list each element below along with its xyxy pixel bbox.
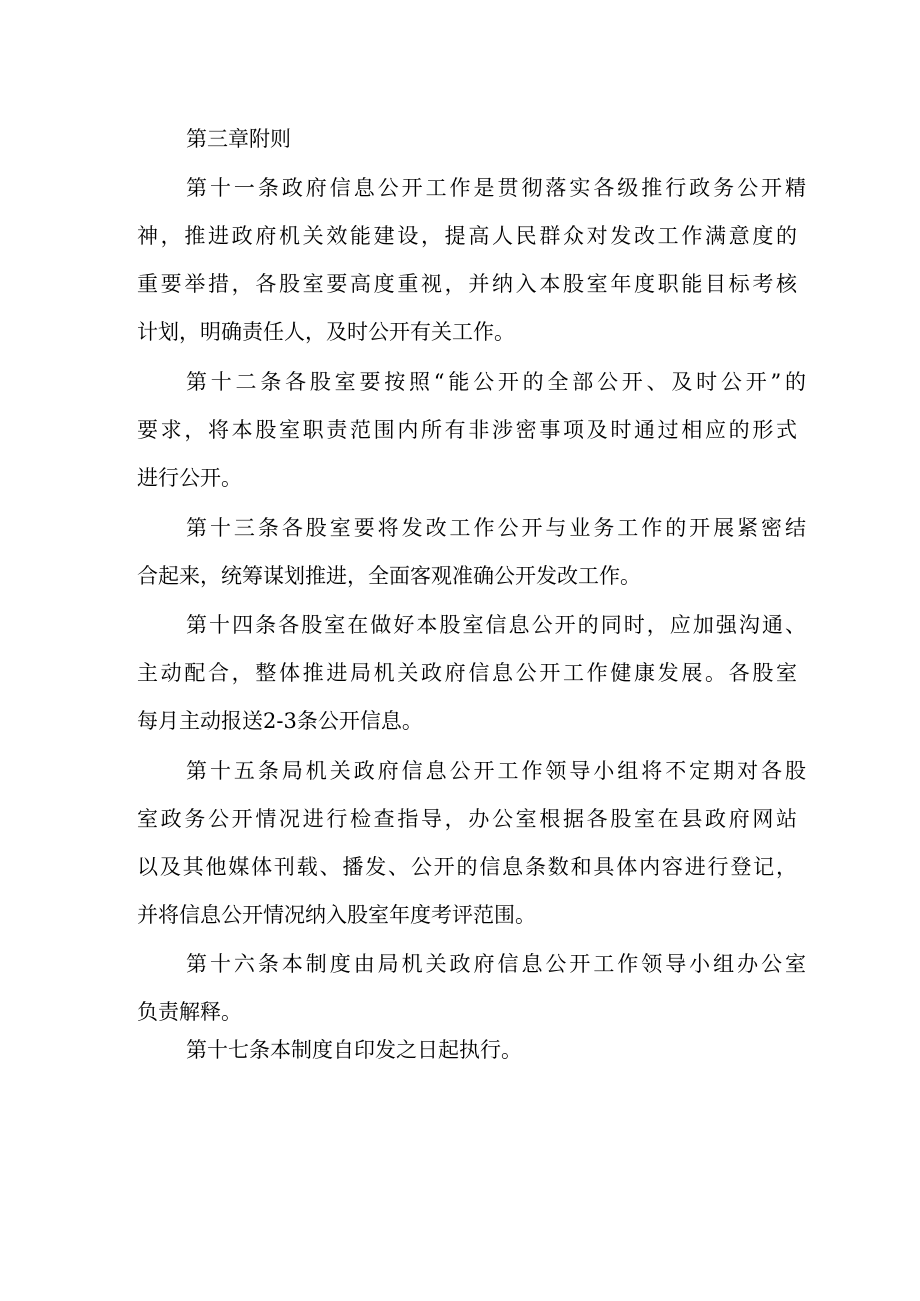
- article-15-line-2: 室政务公开情况进行检查指导，办公室根据各股室在县政府网站: [137, 807, 797, 831]
- article-15-line-1: 第十五条局机关政府信息公开工作领导小组将不定期对各股: [186, 759, 806, 783]
- chapter-title: 第三章附则: [186, 127, 291, 151]
- article-14-line-2: 主动配合，整体推进局机关政府信息公开工作健康发展。各股室: [137, 661, 797, 685]
- article-17-line-1: 第十七条本制度自印发之日起执行。: [186, 1038, 522, 1062]
- article-16-line-2: 负责解释。: [137, 1000, 242, 1024]
- article-15-line-4: 并将信息公开情况纳入股室年度考评范围。: [137, 903, 536, 927]
- article-13-line-2: 合起来，统筹谋划推进，全面客观准确公开发改工作。: [137, 564, 641, 588]
- article-16-line-1: 第十六条本制度由局机关政府信息公开工作领导小组办公室: [186, 952, 806, 976]
- article-12-line-2: 要求，将本股室职责范围内所有非涉密事项及时通过相应的形式: [137, 418, 797, 442]
- article-14-line-3: 每月主动报送2-3条公开信息。: [137, 709, 423, 733]
- article-12-line-1: 第十二条各股室要按照“能公开的全部公开、及时公开”的: [186, 370, 806, 394]
- article-13-line-1: 第十三条各股室要将发改工作公开与业务工作的开展紧密结: [186, 516, 806, 540]
- article-11-line-4: 计划，明确责任人，及时公开有关工作。: [137, 320, 515, 344]
- article-14-line-1: 第十四条各股室在做好本股室信息公开的同时，应加强沟通、: [186, 613, 806, 637]
- article-15-line-3: 以及其他媒体刊载、播发、公开的信息条数和具体内容进行登记，: [137, 855, 797, 879]
- article-11-line-1: 第十一条政府信息公开工作是贯彻落实各级推行政务公开精: [186, 176, 806, 200]
- article-11-line-2: 神，推进政府机关效能建设，提高人民群众对发改工作满意度的: [137, 224, 797, 248]
- article-11-line-3: 重要举措，各股室要高度重视，并纳入本股室年度职能目标考核: [137, 272, 797, 296]
- article-12-line-3: 进行公开。: [137, 466, 242, 490]
